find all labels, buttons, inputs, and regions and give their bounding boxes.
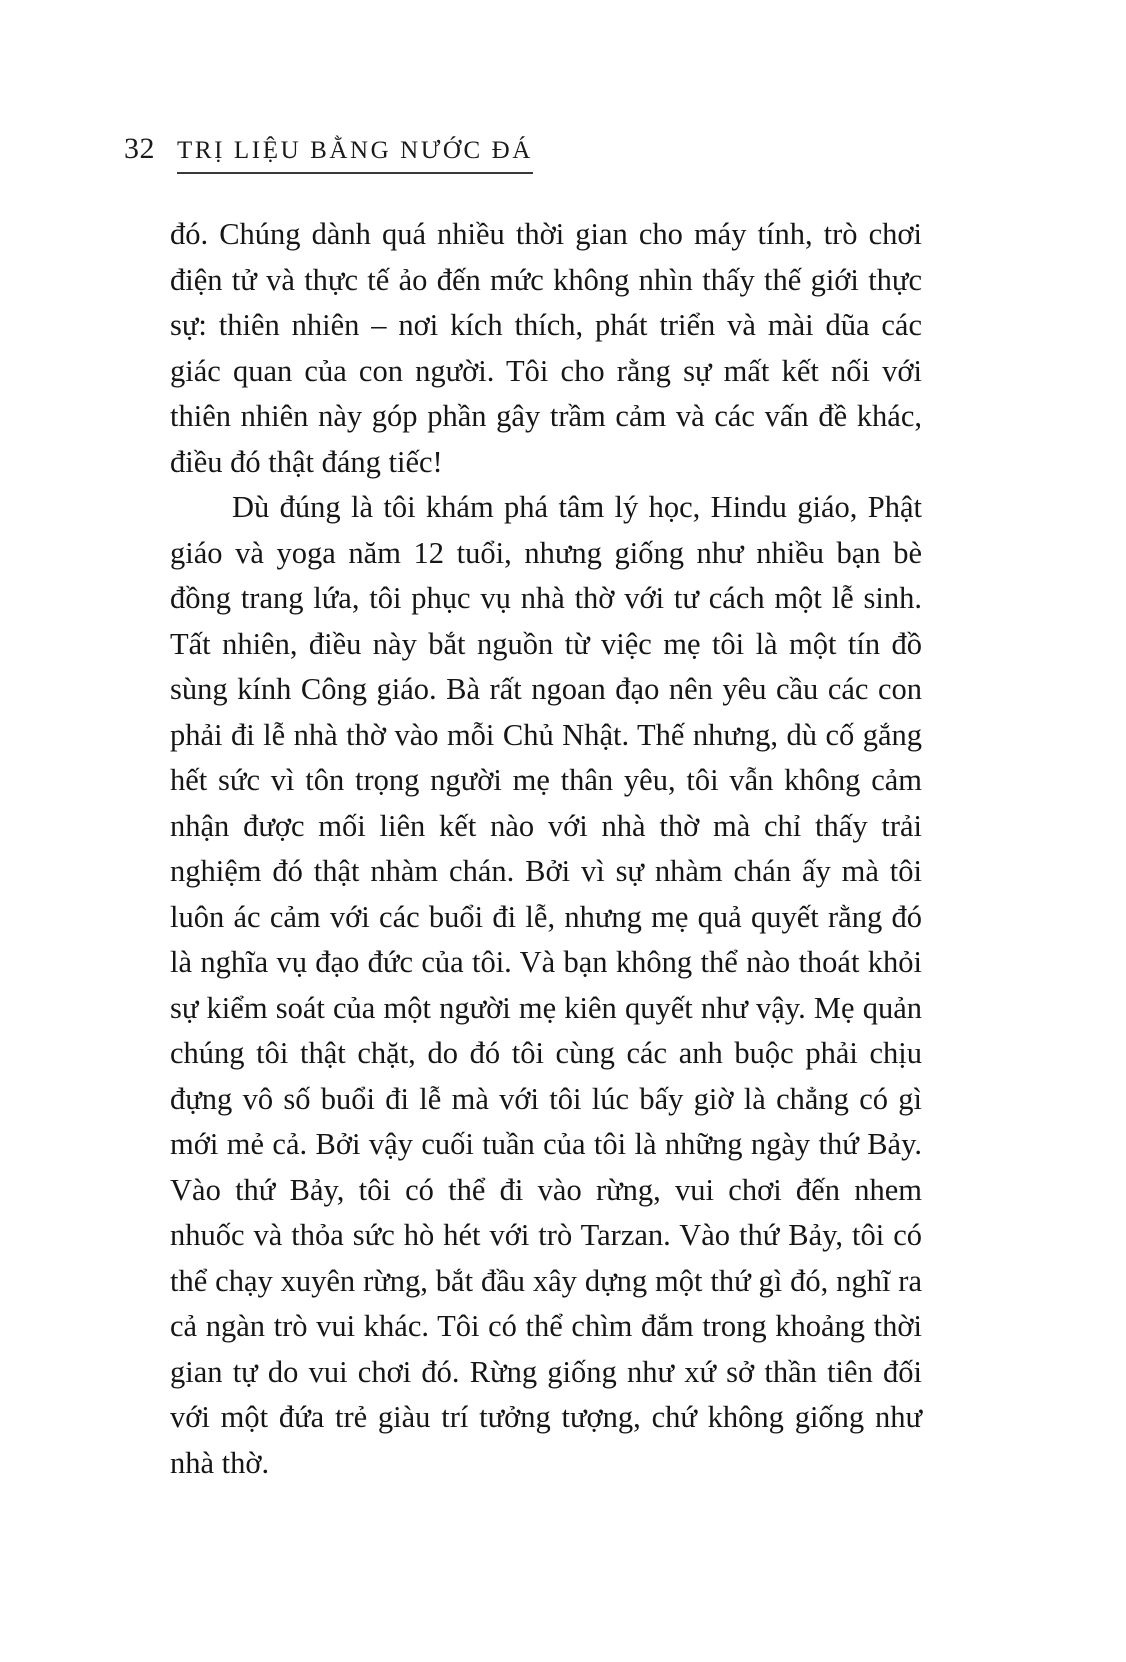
page-number: 32 — [124, 132, 155, 165]
paragraph: Dù đúng là tôi khám phá tâm lý học, Hindu giáo, Phật giáo và yoga năm 12 tuổi, nhưng giống như nhiều bạn bè đồng trang lứa, tôi phục vụ nhà thờ với tư cách một lễ sinh. Tất nhiên, điều này bắt nguồn từ việc mẹ tôi là một tín đồ sùng kính Công giáo. Bà rất ngoan đạo nên yêu cầu các con phải đi lễ nhà thờ vào mỗi Chủ Nhật. Thế nhưng, dù cố gắng hết sức vì tôn trọng người mẹ thân yêu, tôi vẫn không cảm nhận được mối liên kết nào với nhà thờ mà chỉ thấy trải nghiệm đó thật nhàm chán. Bởi vì sự nhàm chán ấy mà tôi luôn ác cảm với các buổi đi lễ, nhưng mẹ quả quyết rằng đó là nghĩa vụ đạo đức của tôi. Và bạn không thể nào thoát khỏi sự kiểm soát của một người mẹ kiên quyết như vậy. Mẹ quản chúng tôi thật chặt, do đó tôi cùng các anh buộc phải chịu đựng vô số buổi đi lễ mà với tôi lúc bấy giờ là chẳng có gì mới mẻ cả. Bởi vậy cuối tuần của tôi là những ngày thứ Bảy. Vào thứ Bảy, tôi có thể đi vào rừng, vui chơi đến nhem nhuốc và thỏa sức hò hét với trò Tarzan. Vào thứ Bảy, tôi có thể chạy xuyên rừng, bắt đầu xây dựng một thứ gì đó, nghĩ ra cả ngàn trò vui khác. Tôi có thể chìm đắm trong khoảng thời gian tự do vui chơi đó. Rừng giống như xứ sở thần tiên đối với một đứa trẻ giàu trí tưởng tượng, chứ không giống như nhà thờ. — [170, 490, 922, 1480]
body-text — [170, 212, 922, 1486]
paragraph: đó. Chúng dành quá nhiều thời gian cho máy tính, trò chơi điện tử và thực tế ảo đến mức không nhìn thấy thế giới thực sự: thiên nhiên – nơi kích thích, phát triển và mài dũa các giác quan của con người. Tôi cho rằng sự mất kết nối với thiên nhiên này góp phần gây trầm cảm và các vấn đề khác, điều đó thật đáng tiếc! — [170, 217, 922, 479]
running-head-title: TRỊ LIỆU BẰNG NƯỚC ĐÁ — [177, 137, 533, 174]
running-head — [124, 132, 533, 174]
